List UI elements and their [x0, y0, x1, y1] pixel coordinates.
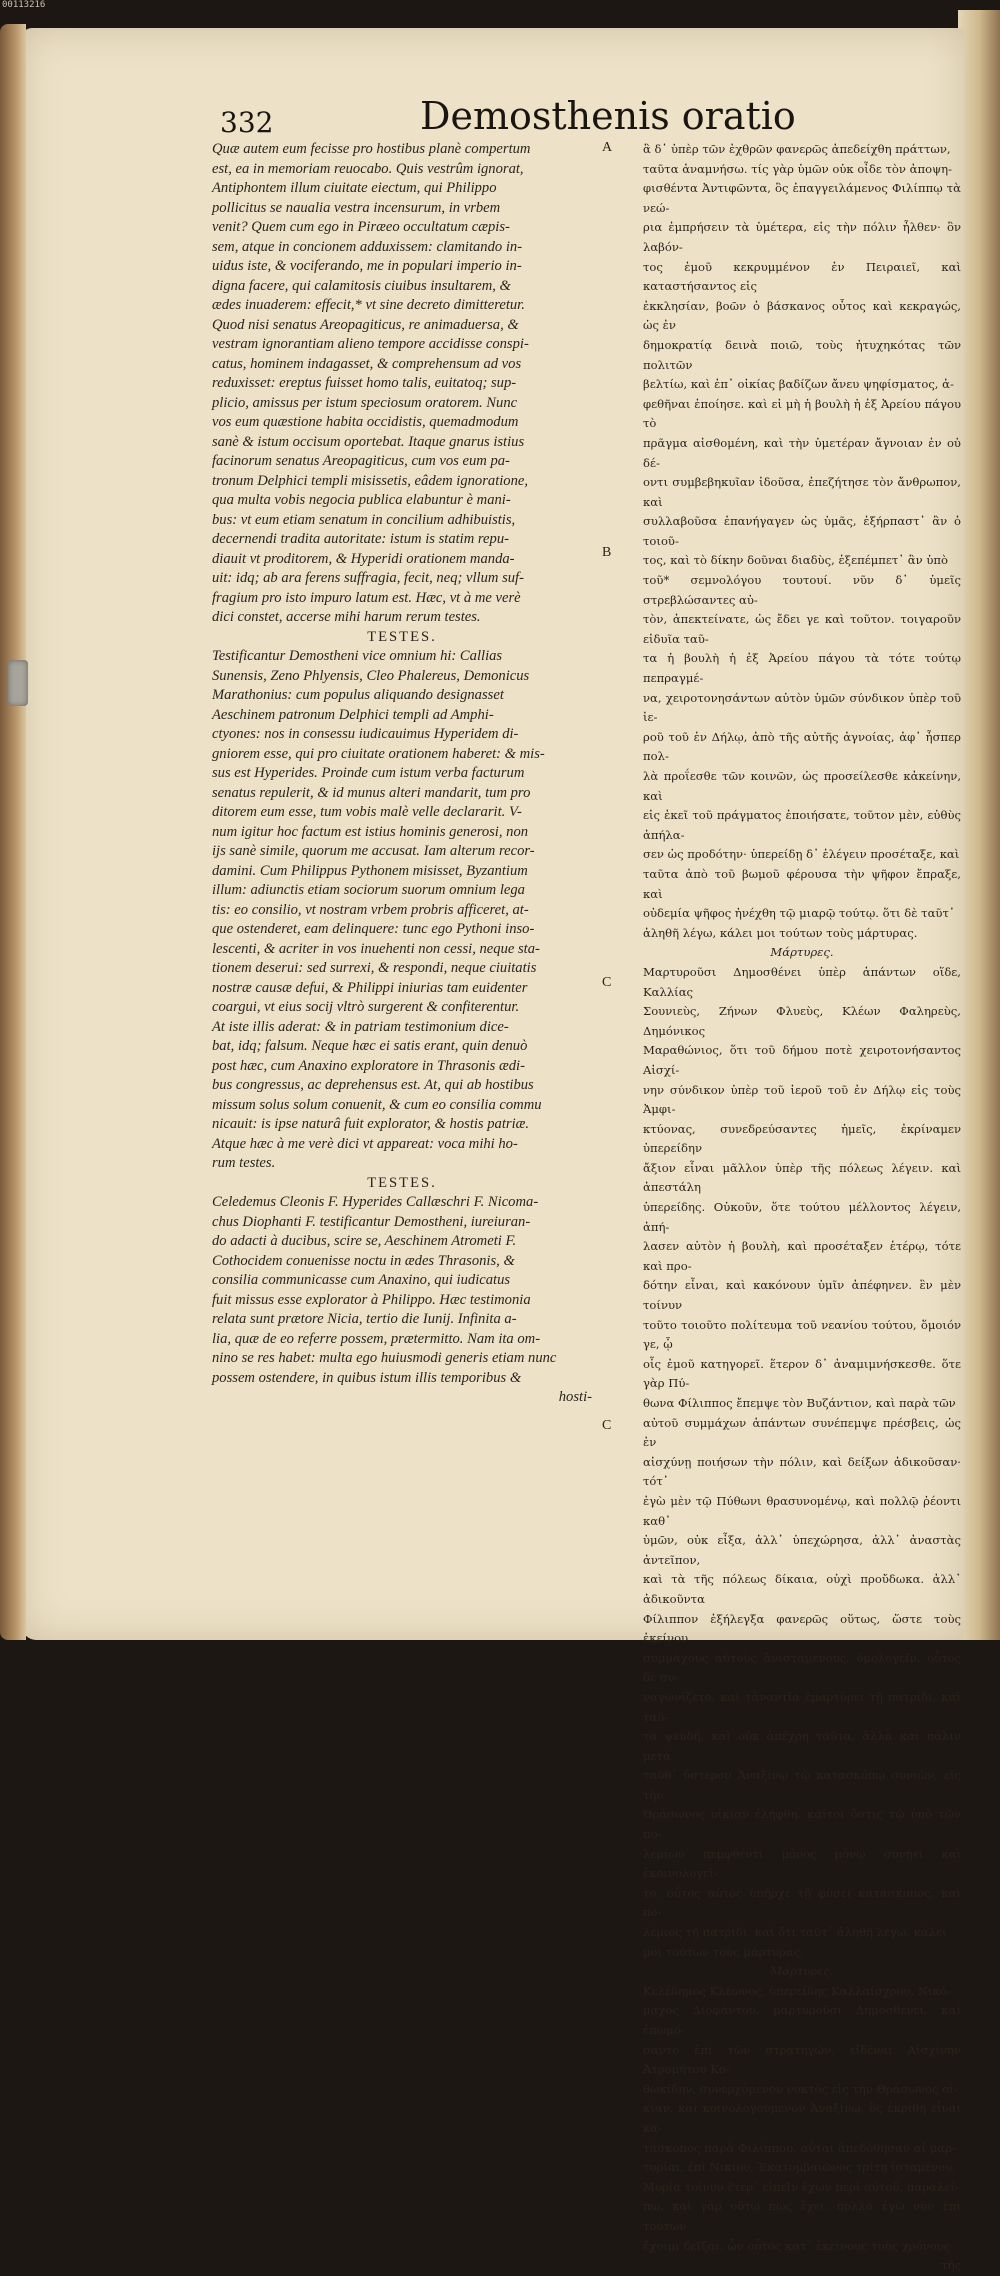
latin-text-line: vestram ignorantiam alieno tempore accidisse conspi-: [212, 336, 529, 352]
latin-text-line: decernendi tradita autoritate: istum is statim repu-: [212, 531, 509, 547]
greek-testimony-line: λεμίων πεμφθέντι μόνος μόνῳ συνῄει καὶ ἐκοινολογεῖ-: [643, 1846, 961, 1881]
greek-text-line: τὸν, ἀπεκτείνατε, ὡς ἔδει γε καὶ τοῦτον. τοιγαροῦν εἰδυῖα ταῦ-: [643, 612, 961, 646]
greek-text-line: πρᾶγμα αἰσθομένη, καὶ τὴν ὑμετέραν ἄγνοιαν ἐν οὐ δέ-: [643, 435, 961, 470]
greek-testimony-line: λέμιος τῇ πατρίδι. καὶ ὅτι ταῦτ᾽ ἀληθῆ λέγω, κάλει: [643, 1925, 947, 1940]
greek-testimony-line: Μαρτυροῦσι Δημοσθένει ὑπὲρ ἁπάντων οἵδε, Καλλίας: [643, 964, 961, 999]
greek-text-line: ταῦτα ἀπὸ τοῦ βωμοῦ φέρουσα τὴν ψῆφον ἔπραξε, καὶ: [643, 866, 961, 901]
greek-testimony-line: αὐτοῦ συμμάχων ἁπάντων συνέπεμψε πρέσβεις, ὡς ἐν: [643, 1415, 961, 1450]
greek-testimony-line: δότην εἶναι, καὶ κακόνουν ὑμῖν ἀπέφηνεν. ἓν μὲν τοίνυν: [643, 1278, 961, 1313]
latin-testimony-line: Atque hæc à me verè dici vt appareat: voca mihi ho-: [212, 1135, 518, 1152]
latin-testimony-line: fuit missus esse explorator à Philippo. Hæc testimonia: [212, 1291, 531, 1308]
greek-testimony-line: θωκίδην, συνερχόμενον νυκτὸς εἰς τὴν Θράσωνος οἰ-: [643, 2081, 958, 2096]
page-header: [220, 90, 796, 140]
greek-testimony-line: συμμάχους αὐτοὺς ἀνισταμένους, ὁμολογεῖν. οὗτος δὲ συ-: [643, 1650, 961, 1685]
latin-text-line: dici constet, accerse mihi harum rerum testes.: [212, 609, 481, 625]
greek-testimony-line: κτύονας, συνεδρεύσαντες ἡμεῖς, ἐκρίναμεν ὑπερείδην: [643, 1121, 961, 1156]
greek-testimony-line: σαντο ἐπὶ τῶν στρατηγῶν, εἰδέναι Αἰσχίνην Ἀτρομήτου Κο-: [643, 2042, 961, 2077]
greek-text-line: συλλαβοῦσα ἐπανήγαγεν ὡς ὑμᾶς, ἐξήρπαστ᾽ ἂν ὁ τοιοῦ-: [643, 514, 961, 548]
greek-text-line: τος, καὶ τὸ δίκην δοῦναι διαδὺς, ἐξεπέμπετ᾽ ἂν ὑπὸ: [643, 553, 948, 568]
margin-letter-c: C: [602, 975, 612, 990]
latin-testimony-line: possem ostendere, in quibus istum illis temporibus &: [212, 1369, 522, 1386]
latin-testimony-line: relata sunt prætore Nicia, tertio die Iunij. Infinita a-: [212, 1311, 517, 1327]
latin-testimony-line: post hæc, cum Anaxino exploratore in Thrasonis ædi-: [212, 1057, 525, 1074]
latin-testimony-line: Sunensis, Zeno Phlyensis, Cleo Phalereus, Demonicus: [212, 667, 530, 684]
latin-testimony-line: illum: adiunctis etiam sociorum suorum omnium lega: [212, 882, 525, 898]
greek-testimony-line: ἐγὼ μὲν τῷ Πύθωνι θρασυνομένῳ, καὶ πολλῷ ῥέοντι καθ᾽: [643, 1493, 961, 1528]
latin-testimony-line: ditorem eum esse, tum vobis malè velle declararit. V-: [212, 804, 522, 820]
greek-text-line: βελτίω, καὶ ἐπ᾽ οἰκίας βαδίζων ἄνευ ψηφίσματος, ἀ-: [643, 377, 954, 392]
latin-testes-heading: TESTES.: [367, 1174, 437, 1191]
latin-text-line: bus: vt eum etiam senatum in concilium adhibuistis,: [212, 511, 516, 528]
latin-testimony-line: Testificantur Demostheni vice omnium hi: Callias: [212, 648, 503, 664]
greek-testimony-line: ἔχοιμι δεῖξαι, ὧν οὗτος κατ᾽ ἐκείνους τοὺς χρόνους: [643, 2238, 951, 2253]
greek-text-line: φεθῆναι ἐποίησε. καὶ εἰ μὴ ἡ βουλὴ ἡ ἐξ Ἀρείου πάγου τὸ: [643, 396, 961, 431]
greek-testimony-line: μαχος Διοφάντου, μαρτυροῦσι Δημοσθένει. καὶ ἐπωμό-: [643, 2003, 961, 2037]
latin-text-line: pollicitus se naualia vestra incensurum, in vrbem: [212, 199, 501, 216]
greek-text-line: οὐδεμία ψῆφος ἠνέχθη τῷ μιαρῷ τούτῳ. ὅτι δὲ ταῦτ᾽: [643, 906, 955, 921]
greek-testimony-line: Κελέδημος Κλέωνος, ὑπερείδης Καλλαίσχρου, Νικό-: [643, 1983, 951, 1998]
greek-text-line: ταῦτα ἀναμνήσω. τίς γὰρ ὑμῶν οὐκ οἶδε τὸν ἀποψη-: [643, 161, 953, 176]
latin-testimony-line: lescenti, & acriter in vos inuehenti non cessi, neque sta-: [212, 940, 540, 957]
latin-testimony-line: consilia communicasse cum Anaxino, qui iudicatus: [212, 1272, 511, 1288]
latin-testimony-line: nostræ causæ defui, & Philippi iniurias tam euidenter: [212, 979, 528, 996]
latin-text-line: uit: idq; ab ara ferens suffragia, fecit, neq; vllum suf-: [212, 570, 524, 586]
shelfmark: 00113216: [2, 0, 46, 10]
greek-testimony-line: Φίλιππον ἐξήλεγξα φανερῶς οὕτως, ὥστε τοὺς ἐκείνου: [643, 1611, 961, 1646]
latin-testimony-line: Aeschinem patronum Delphici templi ad Amphi-: [212, 706, 494, 723]
latin-text-line: ædes inuaderem: effecit,* vt sine decreto dimitteretur.: [212, 297, 525, 313]
latin-testimony-line: nicauit: is ipse naturâ fuit explorator, & hostis patriæ.: [212, 1116, 530, 1132]
binding-clip: [8, 660, 28, 706]
greek-testimony-line: ναγωνίζετο, καὶ τἀναντία ἐμαρτύρει τῇ πατρίδι, καὶ ταῦ-: [643, 1689, 961, 1724]
greek-testes-heading: Μάρτυρες.: [770, 945, 834, 960]
greek-testimony-line: τοῦτο τοιοῦτο πολίτευμα τοῦ νεανίου τούτου, ὅμοιόν γε, ᾧ: [643, 1317, 961, 1352]
next-page-edge: [958, 10, 1000, 1640]
latin-text-line: est, ea in memoriam reuocabo. Quis vestrûm ignorat,: [212, 160, 524, 177]
greek-testimony-line: οἷς ἐμοῦ κατηγορεῖ. ἕτερον δ᾽ ἀναμιμνήσκεσθε. ὅτε γὰρ Πύ-: [643, 1356, 961, 1391]
greek-text-line: ἃ δ᾽ ὑπὲρ τῶν ἐχθρῶν φανερῶς ἀπεδείχθη πράττων,: [643, 142, 951, 156]
greek-testimony-line: πω. καὶ γὰρ οὕτω πως ἔχει. πολλὰ ἐγὼ νῦν ἐπὶ τούτων: [643, 2199, 961, 2233]
greek-text-line: οντι συμβεβηκυῖαν ἰδοῦσα, ἐπεζήτησε τὸν ἄνθρωπον, καὶ: [643, 475, 961, 509]
latin-text-line: Quæ autem eum fecisse pro hostibus planè compertum: [212, 141, 531, 157]
greek-text-line: τα ἡ βουλὴ ἡ ἐξ Ἀρείου πάγου τὰ τότε τούτῳ πεπραγμέ-: [643, 651, 961, 686]
latin-testimony-line: ctyones: nos in consessu iudicauimus Hyperidem di-: [212, 726, 519, 742]
greek-testimony-line: το. οὗτος αὐτὸς ὑπῆρχε τῇ φύσει κατάσκοπος, καὶ πο-: [643, 1885, 961, 1920]
greek-testimony-line: θωνα Φίλιππος ἔπεμψε τὸν Βυζάντιον, καὶ παρὰ τῶν: [643, 1396, 956, 1410]
latin-text-line: fragium pro isto impuro latum est. Hæc, vt à me verè: [212, 589, 521, 606]
latin-testimony-line: lia, quæ de eo referre possem, prætermitto. Nam ita om-: [212, 1330, 541, 1347]
latin-text-line: diauit vt proditorem, & Hyperidi orationem manda-: [212, 550, 515, 567]
latin-text-line: vos eum quæstione habita occidistis, quemadmodum: [212, 414, 519, 430]
greek-testimony-line: Μαραθώνιος, ὅτι τοῦ δήμου ποτὲ χειροτονήσαντος Αἰσχί-: [643, 1043, 961, 1077]
greek-text-line: να, χειροτονησάντων αὐτὸν ὑμῶν σύνδικον ὑπὲρ τοῦ ἱε-: [643, 690, 961, 725]
latin-testimony-line: num igitur hoc factum est istius hominis generosi, non: [212, 823, 529, 840]
greek-testimony-line: λασεν αὐτὸν ἡ βουλὴ, καὶ προσέταξεν ἑτέρῳ, τότε καὶ προ-: [643, 1239, 961, 1273]
greek-text-line: σεν ὡς προδότην· ὑπερείδῃ δ᾽ ἐλέγειν προσέταξε, καὶ: [643, 847, 960, 862]
latin-testimony-line: Celedemus Cleonis F. Hyperides Callæschri F. Nicoma-: [212, 1194, 539, 1210]
margin-letter-c-2: C: [602, 1418, 612, 1433]
greek-testimony-line: τάσκοπος παρὰ Φιλίππου. αὗται ἀπεδόθησαν αἱ μαρ-: [643, 2140, 956, 2155]
book-fore-edge: [0, 24, 26, 1640]
greek-text-line: τος ἐμοῦ κεκρυμμένον ἐν Πειραιεῖ, καὶ καταστήσαντος εἰς: [643, 259, 961, 294]
latin-testimony-line: coargui, vt eius socij vltrò surgerent & confiterentur.: [212, 999, 520, 1015]
latin-catchword: hosti-: [558, 1389, 592, 1405]
greek-testimony-line: ἄξιον εἶναι μᾶλλον ὑπὲρ τῆς πόλεως λέγειν. καὶ ἀπεστάλη: [643, 1160, 961, 1195]
latin-text-line: tronum Delphici templi misissetis, eâdem ignoratione,: [212, 472, 529, 489]
latin-testimony-line: Marathonius: cum populus aliquando designasset: [212, 687, 504, 703]
greek-text-line: ροῦ τοῦ ἐν Δήλῳ, ἀπὸ τῆς αὐτῆς ἀγνοίας, ἀφ᾽ ἧσπερ πολ-: [643, 729, 961, 764]
latin-testimony-line: bat, idq; falsum. Neque hæc ei satis erant, quin denuò: [212, 1038, 528, 1054]
latin-testimony-line: gniorem esse, qui pro ciuitate orationem haberet: & mis-: [212, 745, 545, 762]
greek-testimony-line: τυρίαι, ἐπὶ Νικίου, Ἑκατομβαιῶνος τρίτῃ ἱσταμένου.: [643, 2160, 956, 2175]
greek-testimony-line: τα ψευδῆ. καὶ οὐκ ἀπέχρη ταῦτα. ἀλλὰ καὶ πάλιν μετὰ: [643, 1729, 961, 1763]
greek-testimony-line: ὑπερείδης. Οὐκοῦν, ὅτε τούτου μέλλοντος λέγειν, ἀπή-: [643, 1200, 961, 1234]
latin-testimony-line: que ostenderet, eam delinquere: tunc ego Pythoni inso-: [212, 921, 535, 937]
latin-testimony-line: tionem deserui: sed surrexi, & respondi, neque ciuitatis: [212, 960, 537, 976]
latin-testimony-line: missum solus solum conuenit, & cum eo consilia commu: [212, 1096, 542, 1113]
greek-text-line: εἰς ἐκεῖ τοῦ πράγματος ἐποιήσατε, τοῦτον μὲν, εὐθὺς ἀπήλα-: [643, 808, 961, 842]
latin-text-line: qua multa vobis negocia publica elabuntur è mani-: [212, 492, 511, 508]
greek-testimony-line: Σουνιεὺς, Ζήνων Φλυεὺς, Κλέων Φαληρεὺς, Δημόνικος: [643, 1004, 961, 1038]
latin-testes-heading: TESTES.: [367, 628, 437, 645]
latin-testimony-line: bus congressus, ac deprehensus est. At, qui ab hostibus: [212, 1077, 534, 1093]
latin-testimony-line: damini. Cum Philippus Pythonem misisset, Byzantium: [212, 862, 528, 879]
greek-testimony-line: Μυρία τοίνυν ἕτερ᾽ εἰπεῖν ἔχων περὶ αὐτοῦ, παραλεί-: [643, 2179, 959, 2194]
latin-testimony-line: At iste illis aderat: & in patriam testimonium dice-: [212, 1018, 509, 1035]
margin-letter-b: B: [602, 545, 612, 560]
latin-text-line: digna facere, qui calamitosis ciuibus insultarem, &: [212, 277, 511, 294]
latin-text-line: plicio, amissus per istum speciosum oratorem. Nunc: [212, 394, 518, 411]
greek-text-line: ἐκκλησίαν, βοῶν ὁ βάσκανος οὗτος καὶ κεκραγώς, ὡς ἐν: [643, 298, 961, 333]
latin-testimony-line: rum testes.: [212, 1155, 276, 1171]
latin-text-line: sem, atque in concionem adduxissem: clamitando in-: [212, 238, 523, 255]
latin-text-line: venit? Quem cum ego in Piræeo occultatum cæpis-: [212, 219, 510, 235]
latin-testimony-line: tis: eo consilio, vt nostram vrbem probris afficeret, at-: [212, 901, 529, 918]
greek-testimony-line: ταῦθ᾽ ὕστερον Ἀναξίνῳ τῷ κατασκόπῳ συνιὼν, εἰς τὴν: [643, 1768, 961, 1802]
greek-column: [643, 140, 961, 2276]
running-title: Demosthenis oratio: [420, 94, 796, 138]
greek-catchword: τῆς: [941, 2258, 961, 2273]
latin-text-line: facinorum senatus Areopagiticus, cum vos eum pa-: [212, 453, 510, 469]
latin-testimony-line: nino se res habet: multa ego huiusmodi generis etiam nunc: [212, 1350, 557, 1366]
latin-text-line: uidus iste, & vociferando, me in populari imperio in-: [212, 258, 522, 274]
greek-text-line: λὰ προΐεσθε τῶν κοινῶν, ὡς προσείλεσθε κἀκείνην, καὶ: [643, 769, 961, 803]
margin-letter-a: A: [602, 140, 613, 155]
latin-testimony-line: senatus repulerit, & id munus alteri mandarit, tum pro: [212, 784, 531, 801]
greek-testimony-line: μοι τούτων τοὺς μάρτυρας.: [643, 1944, 804, 1959]
latin-text-line: Antiphontem illum ciuitate eiectum, qui Philippo: [212, 180, 497, 196]
greek-testes-heading: Μάρτυρες.: [770, 1964, 834, 1979]
greek-text-line: ρια ἐμπρήσειν τὰ ὑμέτερα, εἰς τὴν πόλιν ἦλθεν· ὃν λαβόν-: [643, 220, 961, 254]
latin-text-line: catus, hominem indagasset, & comprehensum ad vos: [212, 355, 522, 372]
latin-testimony-line: do adacti à ducibus, scire se, Aeschinem Atrometi F.: [212, 1233, 517, 1249]
latin-text-line: Quod nisi senatus Areopagiticus, re animaduersa, &: [212, 316, 519, 333]
greek-testimony-line: κίαν, καὶ κοινολογούμενον Ἀναξίνῳ, ὃς ἐκρίθη εἶναι κα-: [643, 2101, 961, 2135]
greek-text-line: φισθέντα Ἀντιφῶντα, ὃς ἐπαγγειλάμενος Φιλίππῳ τὰ νεώ-: [643, 181, 961, 215]
latin-testimony-line: Cothocidem conuenisse noctu in ædes Thrasonis, &: [212, 1252, 515, 1269]
latin-text-line: reduxisset: ereptus fuisset homo talis, euitatoq; sup-: [212, 375, 517, 391]
latin-testimony-line: sus est Hyperides. Proinde cum istum verba facturum: [212, 765, 525, 781]
latin-text-line: sanè & istum occisum oportebat. Itaque gnarus istius: [212, 433, 525, 450]
latin-testimony-line: chus Diophanti F. testificantur Demostheni, iureiuran-: [212, 1213, 531, 1230]
greek-testimony-line: ὑμῶν, οὐκ εἶξα, ἀλλ᾽ ὑπεχώρησα, ἀλλ᾽ ἀναστὰς ἀντεῖπον,: [643, 1533, 961, 1567]
page-number: 332: [220, 106, 274, 139]
latin-testimony-line: ijs sanè simile, quorum me accusat. Iam alterum recor-: [212, 843, 535, 859]
latin-column: [212, 140, 592, 1408]
greek-text-line: ἀληθῆ λέγω, κάλει μοι τούτων τοὺς μάρτυρας.: [643, 925, 918, 940]
greek-testimony-line: Θράσωνος οἰκίαν ἐλήφθη. καίτοι ὅστις τῷ ὑπὸ τῶν πο-: [643, 1807, 961, 1842]
greek-text-line: δημοκρατίᾳ δεινὰ ποιῶ, τοὺς ἠτυχηκότας τῶν πολιτῶν: [643, 337, 961, 372]
greek-testimony-line: καὶ τὰ τῆς πόλεως δίκαια, οὐχὶ προὔδωκα. ἀλλ᾽ ἀδικοῦντα: [643, 1572, 961, 1606]
greek-testimony-line: αἰσχύνῃ ποιήσων τὴν πόλιν, καὶ δείξων ἀδικοῦσαν· τότ᾽: [643, 1454, 961, 1489]
greek-text-line: τοῦ* σεμνολόγου τουτουί. νῦν δ᾽ ὑμεῖς στρεβλώσαντες αὐ-: [643, 573, 961, 607]
greek-testimony-line: νην σύνδικον ὑπὲρ τοῦ ἱεροῦ τοῦ ἐν Δήλῳ εἰς τοὺς Ἀμφι-: [643, 1082, 961, 1117]
